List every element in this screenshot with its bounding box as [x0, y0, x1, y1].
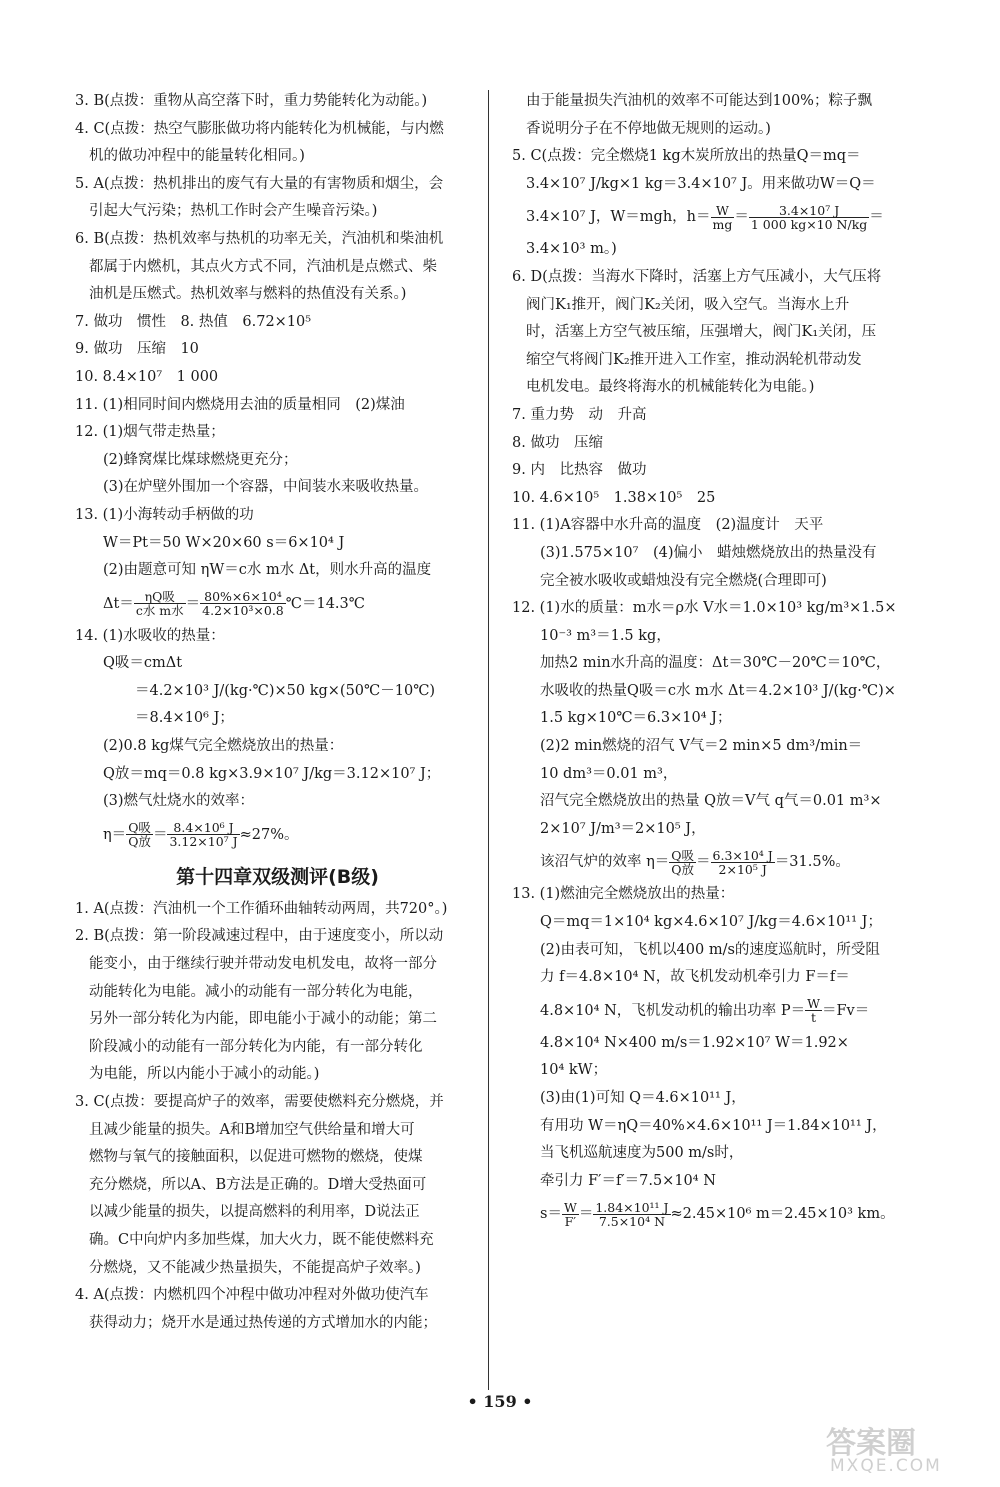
b-answer-13-cont: 10⁴ kW； — [540, 1062, 608, 1079]
fraction: $\frac{\text{ηQ吸}}{\text{c水 m水}}$ — [135, 589, 184, 619]
b-answer-12-cont: 10⁻³ m³＝1.5 kg， — [540, 627, 671, 644]
fraction: $\frac{\text{8.4×10⁶ J}}{\text{3.12×10⁷ J}}$ — [169, 820, 238, 850]
b-answer-6-cont: 时，活塞上方空气被压缩，压强增大，阀门K₁关闭，压 — [526, 324, 877, 341]
watermark-logo: 答案圈 MXQE.COM — [826, 1426, 942, 1476]
left-column — [75, 88, 480, 1337]
b-answer-12-cont: (2)2 min燃烧的沼气 V气＝2 min×5 dm³/min＝ — [540, 738, 863, 755]
heat-formula: Q吸＝cmΔt — [103, 655, 183, 672]
column-divider — [488, 90, 489, 1390]
section-heading: 第十四章双级测评(B级) — [176, 865, 379, 888]
formula-prefix: Δt＝ — [103, 595, 134, 612]
b-answer-4-cont: 由于能量损失汽油机的效率不可能达到100%；粽子飘 — [526, 93, 872, 109]
answer-5: 5. A(点拨：热机排出的废气有大量的有害物质和烟尘，会 — [75, 175, 444, 192]
b-answer-2-cont: 能变小，由于继续行驶并带动发电机发电，故将一部分 — [89, 956, 437, 973]
b-answer-9: 9. 内 比热容 做功 — [512, 462, 647, 479]
b-answer-4: 4. A(点拨：内燃机四个冲程中做功冲程对外做功使汽车 — [75, 1287, 429, 1304]
power-formula: 4.8×10⁴ N，飞机发动机的输出功率 P＝ $\frac{W}{t}$ ＝Fv＝ — [540, 996, 870, 1026]
b-answer-13-cont: 当飞机巡航速度为500 m/s时， — [540, 1145, 744, 1162]
b-answer-12-cont: 10 dm³＝0.01 m³， — [540, 765, 678, 782]
fraction: $\frac{\text{Q吸}}{\text{Q放}}$ — [671, 847, 695, 877]
fraction: $\frac{\text{1.84×10¹¹ J}}{\text{7.5×10⁴ N}}$ — [595, 1199, 669, 1229]
b-answer-12: 12. (1)水的质量：m水＝ρ水 V水＝1.0×10³ kg/m³×1.5× — [512, 600, 897, 617]
b-answer-10: 10. 4.6×10⁵ 1.38×10⁵ 25 — [512, 489, 716, 506]
b-answer-2-cont: 阶段减小的动能有一部分转化为内能，有一部分转化 — [89, 1038, 423, 1055]
b-answer-13-cont: 牵引力 F′＝f′＝7.5×10⁴ N — [540, 1172, 716, 1189]
answer-6: 6. B(点拨：热机效率与热机的功率无关，汽油机和柴油机 — [75, 230, 444, 247]
b-answer-3: 3. C(点拨：要提高炉子的效率，需要使燃料充分燃烧，并 — [75, 1094, 444, 1110]
b-answer-13-cont: 4.8×10⁴ N×400 m/s＝1.92×10⁷ W＝1.92× — [540, 1034, 849, 1051]
answer-6-cont: 油机是压燃式。热机效率与燃料的热值没有关系。) — [89, 286, 407, 303]
b-answer-2-cont: 另外一部分转化为内能，即电能小于减小的动能；第二 — [89, 1011, 437, 1028]
b-answer-13-cont: (3)由(1)可知 Q＝4.6×10¹¹ J， — [540, 1090, 746, 1106]
answer-14: 14. (1)水吸收的热量： — [75, 627, 225, 644]
b-answer-2: 2. B(点拨：第一阶段减速过程中，由于速度变小，所以动 — [75, 928, 444, 945]
fraction: $\frac{\text{3.4×10⁷ J}}{1 000 kg\times 10 N/kg}$ — [750, 202, 868, 232]
fraction: $\frac{\text{Q吸}}{\text{Q放}}$ — [128, 820, 151, 850]
b-answer-6-cont: 电机发电。最终将海水的机械能转化为电能。) — [526, 379, 815, 396]
b-answer-12-cont: 加热2 min水升高的温度：Δt＝30℃－20℃＝10℃， — [540, 655, 891, 672]
answer-10: 10. 8.4×10⁷ 1 000 — [75, 368, 219, 385]
b-answer-4-cont: 获得动力；烧开水是通过热传递的方式增加水的内能； — [89, 1314, 437, 1331]
answer-5-cont: 引起大气污染；热机工作时会产生噪音污染。) — [89, 203, 378, 220]
height-formula: 3.4×10⁷ J，W＝mgh，h＝ $\frac{W}{mg}$ ＝ $\frac{\text{3.4×10⁷ J}}{1 000 kg\times 10 N/kg}$ ＝ — [526, 202, 884, 232]
b-answer-4-cont: 香说明分子在不停地做无规则的运动。) — [526, 120, 771, 137]
q-release-formula: Q放＝mq＝0.8 kg×3.9×10⁷ J/kg＝3.12×10⁷ J； — [103, 765, 441, 782]
b-answer-13-cont: (2)由表可知，飞机以400 m/s的速度巡航时，所受阻 — [540, 941, 880, 958]
answer-9: 9. 做功 压缩 10 — [75, 341, 199, 358]
fraction: $\frac{W}{t}$ — [807, 996, 820, 1026]
answer-4: 4. C(点拨：热空气膨胀做功将内能转化为机械能，与内燃 — [75, 120, 444, 137]
b-answer-12-cont: 2×10⁷ J/m³＝2×10⁵ J， — [540, 820, 706, 837]
b-answer-11-cont: (3)1.575×10⁷ (4)偏小 蜡烛燃烧放出的热量没有 — [540, 544, 877, 561]
delta-t-formula: Δt＝ $\frac{\text{ηQ吸}}{\text{c水 m水}}$ ＝ $\frac{\text{80\%×6×10⁴}}{\text{4.2×10³×0.8}}$ ℃＝14.3℃ — [103, 589, 365, 619]
b-answer-13-cont: 有用功 W＝ηQ＝40%×4.6×10¹¹ J＝1.84×10¹¹ J， — [540, 1117, 887, 1134]
b-answer-6: 6. D(点拨：当海水下降时，活塞上方气压减小，大气压将 — [512, 268, 882, 285]
b-answer-5-cont: 3.4×10⁷ J/kg×1 kg＝3.4×10⁷ J。用来做功W＝Q＝ — [526, 175, 876, 192]
b-answer-1: 1. A(点拨：汽油机一个工作循环曲轴转动两周，共720°。) — [75, 900, 448, 917]
b-answer-12-cont: 沼气完全燃烧放出的热量 Q放＝V气 q气＝0.01 m³× — [540, 793, 882, 810]
fraction: $\frac{\text{80\%×6×10⁴}}{\text{4.2×10³×0.8}}$ — [202, 589, 284, 619]
b-answer-3-cont: 分燃烧，又不能减少热量损失，不能提高炉子效率。) — [89, 1259, 421, 1276]
answer-12: 12. (1)烟气带走热量； — [75, 424, 225, 441]
b-answer-3-cont: 确。C中向炉内多加些煤，加大火力，既不能使燃料充 — [89, 1231, 434, 1248]
efficiency-formula: η＝ $\frac{\text{Q吸}}{\text{Q放}}$ ＝ $\frac{\text{8.4×10⁶ J}}{\text{3.12×10⁷ J}}$ ≈27%。 — [103, 820, 299, 850]
b-answer-2-cont: 动能转化为电能。减小的动能有一部分转化为电能， — [89, 983, 423, 1000]
b-answer-6-cont: 阀门K₁推开，阀门K₂关闭，吸入空气。当海水上升 — [526, 296, 850, 313]
answer-7-8: 7. 做功 惯性 8. 热值 6.72×10⁵ — [75, 313, 312, 330]
distance-formula: s＝ $\frac{W}{F'}$ ＝ $\frac{\text{1.84×10¹¹ J}}{\text{7.5×10⁴ N}}$ ≈2.45×10⁶ m＝2.45×10³ km。 — [540, 1199, 895, 1229]
b-answer-5: 5. C(点拨：完全燃烧1 kg木炭所放出的热量Q＝mq＝ — [512, 148, 861, 165]
answer-11: 11. (1)相同时间内燃烧用去油的质量相同 (2)煤油 — [75, 396, 405, 413]
biogas-efficiency-formula: 该沼气炉的效率 η＝ $\frac{\text{Q吸}}{\text{Q放}}$ ＝ $\frac{\text{6.3×10⁴ J}}{\text{2×10⁵ J}}$ ＝31.5%。 — [540, 847, 850, 877]
b-answer-5-result: 3.4×10³ m。) — [526, 241, 617, 258]
heat-result: ＝8.4×10⁶ J； — [135, 710, 234, 727]
answer-13-2: (2)由题意可知 ηW＝c水 m水 Δt，则水升高的温度 — [103, 562, 432, 579]
b-answer-11-cont: 完全被水吸收或蜡烛没有完全燃烧(合理即可) — [540, 572, 827, 589]
answer-6-cont: 都属于内燃机，其点火方式不同，汽油机是点燃式、柴 — [89, 258, 437, 275]
b-answer-13: 13. (1)燃油完全燃烧放出的热量： — [512, 886, 735, 903]
b-answer-12-cont: 1.5 kg×10℃＝6.3×10⁴ J； — [540, 710, 732, 727]
answer-4-cont: 机的做功冲程中的能量转化相同。) — [89, 148, 305, 165]
b-answer-3-cont: 以减少能量的损失，以提高燃料的利用率，D说法正 — [89, 1204, 420, 1221]
b-answer-8: 8. 做功 压缩 — [512, 434, 603, 451]
answer-3: 3. B(点拨：重物从高空落下时，重力势能转化为动能。) — [75, 93, 428, 109]
b-answer-2-cont: 为电能，所以内能小于减小的动能。) — [89, 1066, 320, 1083]
b-answer-12-cont: 水吸收的热量Q吸＝c水 m水 Δt＝4.2×10³ J/(kg·℃)× — [540, 682, 896, 699]
answer-14-2: (2)0.8 kg煤气完全燃烧放出的热量： — [103, 738, 344, 755]
fraction: $\frac{\text{6.3×10⁴ J}}{\text{2×10⁵ J}}$ — [712, 847, 773, 877]
answer-12-2: (2)蜂窝煤比煤球燃烧更充分； — [103, 451, 298, 468]
fraction: $\frac{W}{mg}$ — [712, 202, 733, 232]
b-answer-13-cont: 力 f＝4.8×10⁴ N，故飞机发动机牵引力 F＝f＝ — [540, 969, 850, 986]
answer-14-3: (3)燃气灶烧水的效率： — [103, 793, 255, 810]
b-answer-7: 7. 重力势 动 升高 — [512, 406, 647, 423]
right-column — [512, 88, 922, 1233]
answer-13: 13. (1)小海转动手柄做的功 — [75, 506, 254, 523]
work-formula: W＝Pt＝50 W×20×60 s＝6×10⁴ J — [103, 534, 345, 551]
b-answer-6-cont: 缩空气将阀门K₂推开进入工作室，推动涡轮机带动发 — [526, 351, 862, 368]
answer-12-3: (3)在炉壁外围加一个容器，中间装水来吸收热量。 — [103, 479, 429, 496]
b-answer-3-cont: 且减少能量的损失。A和B增加空气供给量和增大可 — [89, 1121, 415, 1138]
heat-calc: ＝4.2×10³ J/(kg·℃)×50 kg×(50℃－10℃) — [135, 682, 436, 699]
b-answer-3-cont: 燃物与氧气的接触面积，以促进可燃物的燃烧，使煤 — [89, 1149, 423, 1166]
b-answer-11: 11. (1)A容器中水升高的温度 (2)温度计 天平 — [512, 517, 824, 534]
page-number: • 159 • — [467, 1392, 533, 1411]
fraction: $\frac{W}{F'}$ — [563, 1199, 577, 1229]
b-answer-3-cont: 充分燃烧，所以A、B方法是正确的。D增大受热面可 — [89, 1176, 427, 1193]
b-answer-13-cont: Q＝mq＝1×10⁴ kg×4.6×10⁷ J/kg＝4.6×10¹¹ J； — [540, 914, 882, 931]
